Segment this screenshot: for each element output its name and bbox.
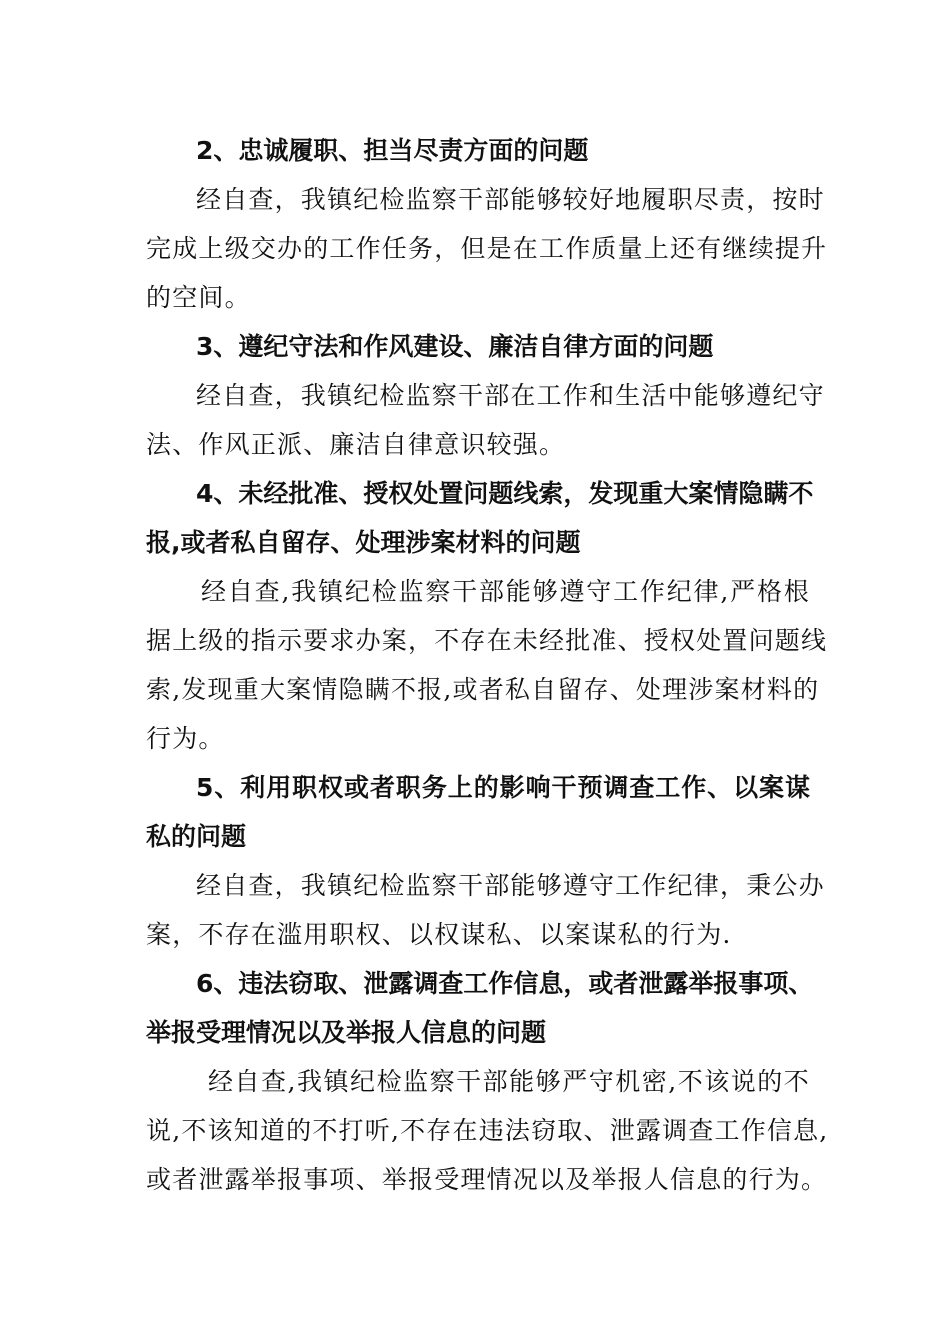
section-5 <box>146 763 825 959</box>
document-body <box>146 126 829 1204</box>
section-heading: 私的问题 <box>146 822 247 851</box>
paragraph-line: 行为。 <box>146 724 225 753</box>
section-heading: 4、未经批准、授权处置问题线索，发现重大案情隐瞒不 <box>196 479 814 508</box>
section-heading: 6、违法窃取、泄露调查工作信息，或者泄露举报事项、 <box>196 969 814 998</box>
paragraph-line: 案，不存在滥用职权、以权谋私、以案谋私的行为. <box>146 920 732 949</box>
section-heading: 举报受理情况以及举报人信息的问题 <box>146 1018 547 1047</box>
paragraph-line: 经自查,我镇纪检监察干部能够遵守工作纪律,严格根 <box>201 577 810 606</box>
section-heading: 报,或者私自留存、处理涉案材料的问题 <box>146 528 581 557</box>
section-heading: 5、利用职权或者职务上的影响干预调查工作、以案谋 <box>196 773 810 802</box>
section-4 <box>146 469 828 763</box>
section-2 <box>146 126 828 322</box>
paragraph-line: 经自查,我镇纪检监察干部能够严守机密,不该说的不 <box>208 1067 810 1096</box>
section-heading: 3、遵纪守法和作风建设、廉洁自律方面的问题 <box>196 332 714 361</box>
paragraph-line: 或者泄露举报事项、举报受理情况以及举报人信息的行为。 <box>146 1165 828 1194</box>
paragraph-line: 经自查，我镇纪检监察干部能够较好地履职尽责，按时 <box>196 185 825 214</box>
paragraph-line: 据上级的指示要求办案，不存在未经批准、授权处置问题线 <box>146 626 828 655</box>
paragraph-line: 经自查，我镇纪检监察干部能够遵守工作纪律，秉公办 <box>196 871 825 900</box>
paragraph-line: 完成上级交办的工作任务，但是在工作质量上还有继续提升 <box>146 234 828 263</box>
paragraph-line: 的空间。 <box>146 283 251 312</box>
section-3 <box>146 322 825 469</box>
paragraph-line: 法、作风正派、廉洁自律意识较强。 <box>146 430 566 459</box>
section-6 <box>146 959 829 1204</box>
paragraph-line: 经自查，我镇纪检监察干部在工作和生活中能够遵纪守 <box>196 381 825 410</box>
paragraph-line: 索,发现重大案情隐瞒不报,或者私自留存、处理涉案材料的 <box>146 675 820 704</box>
section-heading: 2、忠诚履职、担当尽责方面的问题 <box>196 136 589 165</box>
paragraph-line: 说,不该知道的不打听,不存在违法窃取、泄露调查工作信息, <box>146 1116 829 1145</box>
